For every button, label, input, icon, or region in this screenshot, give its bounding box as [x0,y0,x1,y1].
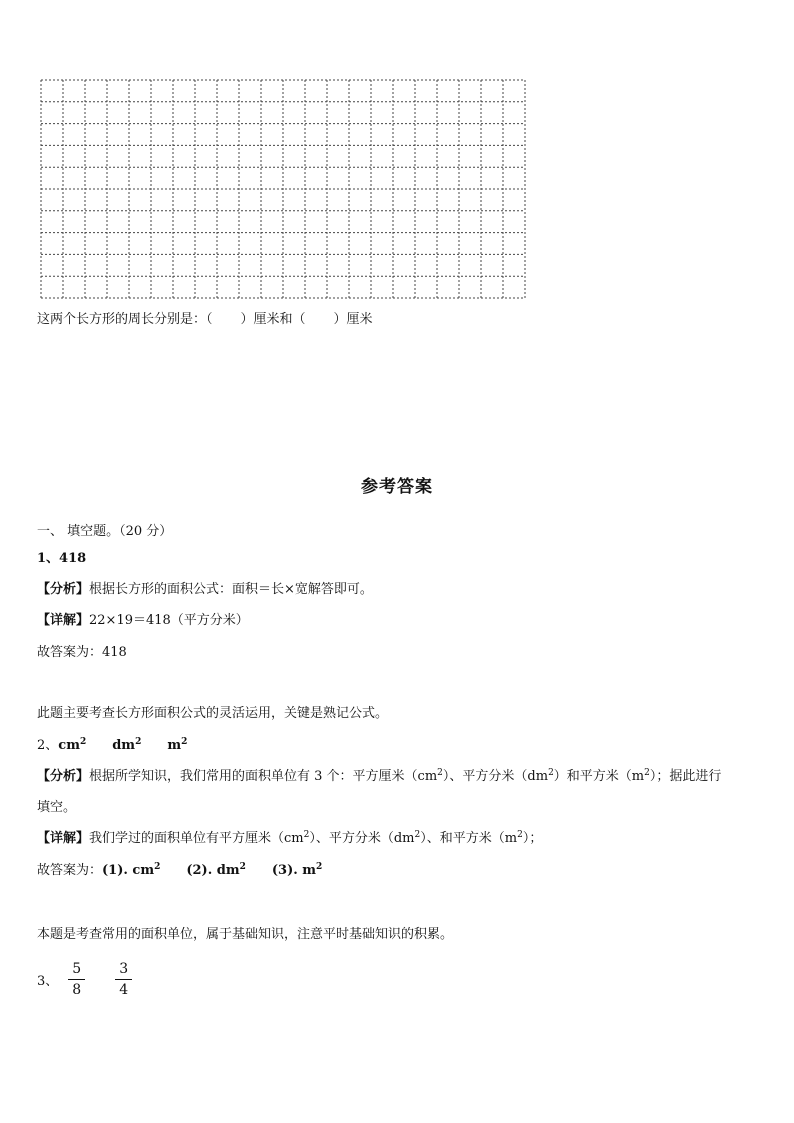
q1-detail-tag: 【详解】 [37,613,90,628]
section-heading: 一、 填空题。（20 分） [37,524,173,539]
q2-detail: 【详解】我们学过的面积单位有平方厘米$(cm^2)$、平方分米$(dm^2)$、和平方米$(m^2)$； [37,830,543,846]
fraction-5-8 [68,961,85,998]
fraction-3-4 [115,961,132,998]
q3-answer [37,961,132,998]
q2-unit-dm: $dm^2$ [112,737,142,753]
q2-analysis-line2: 填空。 [37,800,77,815]
q2-analysis-tag: 【分析】 [37,769,90,784]
q1-answer: 1、418 [37,551,87,566]
q2-detail-tag: 【详解】 [37,831,90,846]
q2-final-item-2: (2). $dm^2$ [186,862,246,878]
q2-final-pre: 故答案为： [37,863,103,878]
grid-svg [40,79,526,299]
q2-unit-cm: $cm^2$ [58,737,87,753]
q2-final-item-1: (1). $cm^2$ [102,862,161,878]
q2-answer [37,737,187,755]
perimeter-question [37,311,373,329]
question-prompt-pre: 这两个长方形的周长分别是：（ [37,312,213,327]
question-prompt-post: ）厘米 [333,312,373,327]
q2-summary: 本题是考查常用的面积单位，属于基础知识，注意平时基础知识的积累。 [37,927,454,942]
fraction-numerator: 5 [68,961,85,980]
q2-final [37,862,322,880]
q1-detail [37,612,249,630]
q3-number: 3、 [37,974,59,989]
q1-final: 故答案为：418 [37,645,127,660]
q1-analysis-text: 根据长方形的面积公式：面积＝长×宽解答即可。 [89,582,373,597]
q1-analysis [37,581,373,599]
question-prompt-mid: ）厘米和（ [240,312,306,327]
q2-analysis: 【分析】根据所学知识，我们常用的面积单位有 3 个：平方厘米$(cm^2)$、平方分米$(dm^2)$和平方米$(m^2)$；据此进行 [37,768,722,784]
q2-unit-m: $m^2$ [167,737,188,753]
q1-analysis-tag: 【分析】 [37,582,90,597]
fraction-denominator: 8 [72,982,82,998]
q2-final-item-3: (3). $m^2$ [271,862,323,878]
q2-number: 2、 [37,738,59,753]
dotted-grid [40,79,526,299]
fraction-numerator: 3 [115,961,132,980]
fraction-denominator: 4 [119,982,129,998]
q1-summary: 此题主要考查长方形面积公式的灵活运用，关键是熟记公式。 [37,706,389,721]
answers-title: 参考答案 [361,477,433,497]
q1-detail-text: 22×19＝418（平方分米） [89,613,249,628]
